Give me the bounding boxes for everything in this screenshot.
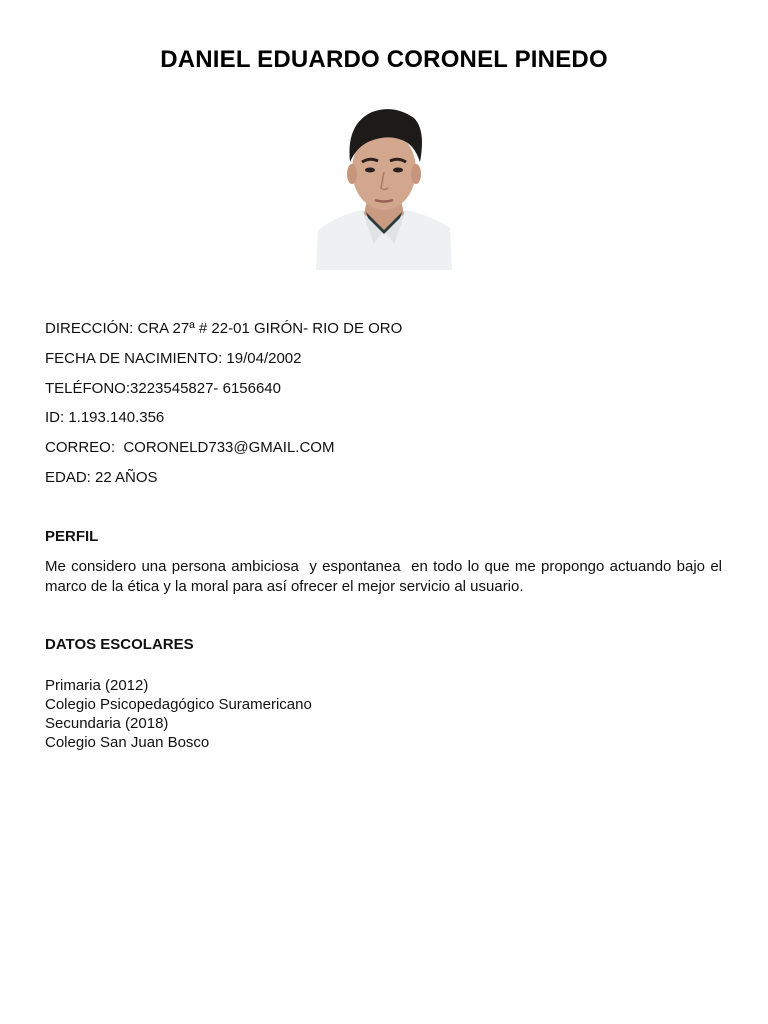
address-line: DIRECCIÓN: CRA 27ª # 22-01 GIRÓN- RIO DE ORO	[45, 320, 403, 337]
phone-line: TELÉFONO:3223545827- 6156640	[45, 379, 281, 397]
person-photo	[316, 104, 452, 270]
id-line: ID: 1.193.140.356	[45, 409, 165, 427]
school-line: Colegio San Juan Bosco	[45, 734, 210, 751]
school-line: Secundaria (2018)	[45, 715, 169, 732]
school-line: Colegio Psicopedagógico Suramericano	[45, 696, 312, 713]
contact-info	[45, 320, 725, 499]
perfil-heading: PERFIL	[45, 528, 99, 545]
birth-date-line: FECHA DE NACIMIENTO: 19/04/2002	[45, 349, 302, 367]
datos-escolares-heading: DATOS ESCOLARES	[45, 636, 194, 653]
school-list	[45, 676, 645, 752]
age-line: EDAD: 22 AÑOS	[45, 468, 158, 486]
school-line: Primaria (2012)	[45, 677, 149, 694]
email-line: CORREO: CORONELD733@GMAIL.COM	[45, 439, 335, 457]
person-name-title: DANIEL EDUARDO CORONEL PINEDO	[160, 46, 608, 73]
perfil-text: Me considero una persona ambiciosa y espontanea en todo lo que me propongo actuando bajo el marco de la ética y la moral para así ofrecer el mejor servicio al usuario.	[45, 558, 727, 595]
